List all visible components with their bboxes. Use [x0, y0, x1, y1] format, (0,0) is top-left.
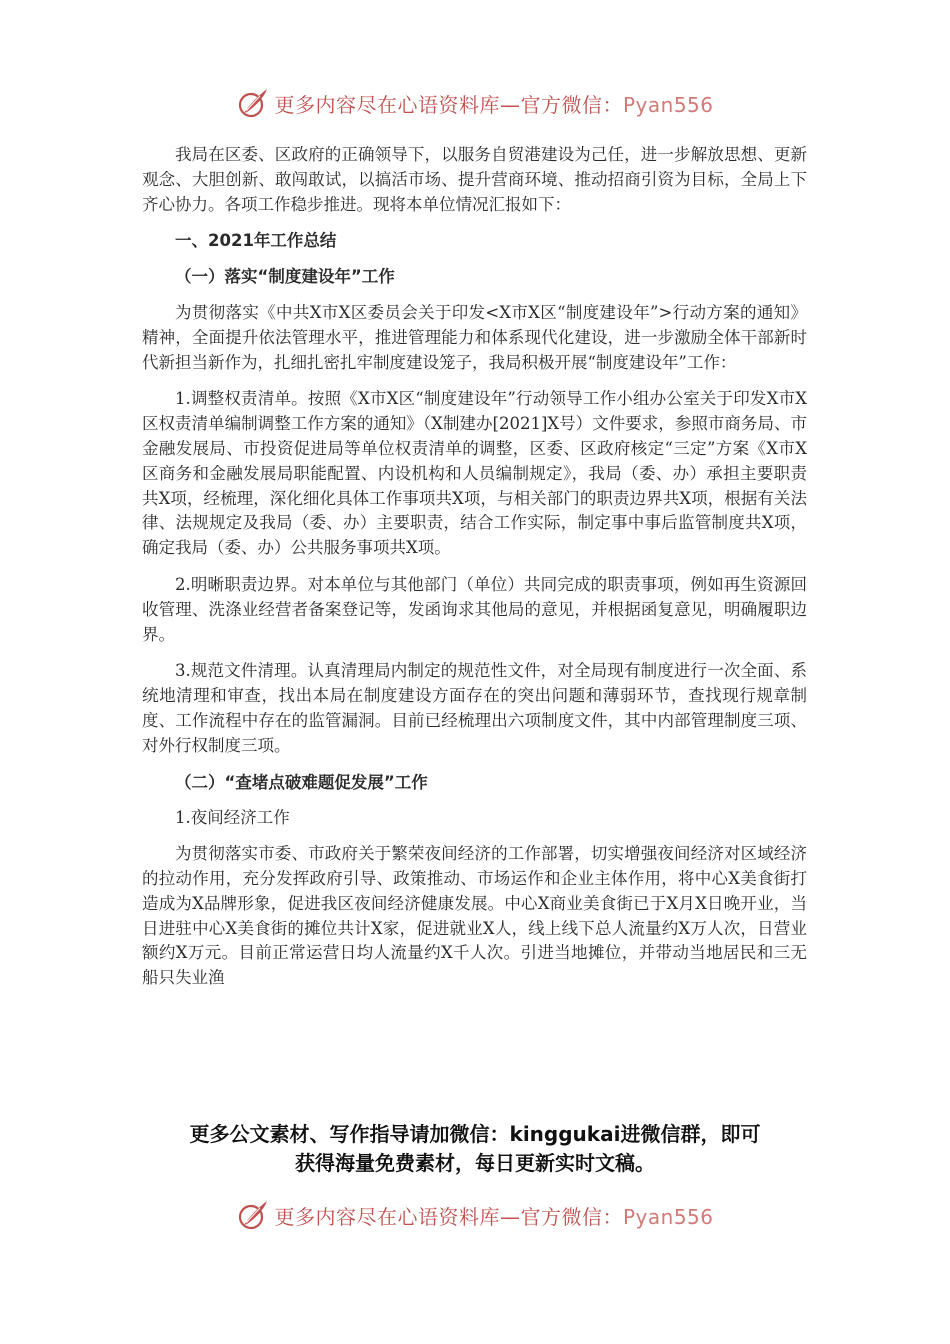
subsection-2-paragraph: 为贯彻落实市委、市政府关于繁荣夜间经济的工作部署，切实增强夜间经济对区域经济的拉动作用，充分发挥政府引导、政策推动、市场运作和企业主体作用，将中心X美食街打造成为X品牌形象，促进我区夜间经济健康发展。中心X商业美食街已于X月X日晚开业，当日进驻中心X美食街的摊位共计X家，促进就业X人，线上线下总人流量约X万人次，日营业额约X万元。目前正常运营日均人流量约X千人次。引进当地摊位，并带动当地居民和三无船只失业渔 [142, 844, 807, 988]
quill-logo-icon [236, 86, 270, 120]
list-item-2: 2.明晰职责边界。对本单位与其他部门（单位）共同完成的职责事项，例如再生资源回收管理、洗涤业经营者备案登记等，发函询求其他局的意见，并根据函复意见，明确履职边界。 [142, 574, 807, 644]
footer-banner [0, 1195, 950, 1235]
promo-notice [0, 1120, 950, 1178]
subsection-heading-1: （一）落实“制度建设年”工作 [175, 267, 395, 287]
footer-banner-handle: Pyan556 [622, 1204, 714, 1229]
subsection-2-item-1-title: 1.夜间经济工作 [175, 808, 290, 828]
header-banner [0, 83, 950, 123]
header-banner-text: 更多内容尽在心语资料库—官方微信：Pyan556 [274, 92, 714, 117]
list-item-3: 3.规范文件清理。认真清理局内制定的规范性文件，对全局现有制度进行一次全面、系统地清理和审查，找出本局在制度建设方面存在的突出问题和薄弱环节，查找现行规章制度、工作流程中存在的监管漏洞。目前已经梳理出六项制度文件，其中内部管理制度三项、对外行权制度三项。 [142, 661, 807, 755]
header-banner-handle: Pyan556 [622, 92, 714, 117]
subsection-1-paragraph: 为贯彻落实《中共X市X区委员会关于印发<X市X区“制度建设年”>行动方案的通知》精神，全面提升依法管理水平，推进管理能力和体系现代化建设，进一步激励全体干部新时代新担当新作为，扎细扎密扎牢制度建设笼子，我局积极开展“制度建设年”工作： [142, 302, 807, 372]
promo-line-1: 更多公文素材、写作指导请加微信：kinggukai进微信群，即可 [189, 1122, 761, 1146]
list-item-1: 1.调整权责清单。按照《X市X区“制度建设年”行动领导工作小组办公室关于印发X市X区权责清单编制调整工作方案的通知》（X制建办[2021]X号）文件要求，参照市商务局、市金融发展局、市投资促进局等单位权责清单的调整，区委、区政府核定“三定”方案《X市X区商务和金融发展局职能配置、内设机构和人员编制规定》，我局（委、办）承担主要职责共X项，经梳理，深化细化具体工作事项共X项，与相关部门的职责边界共X项，根据有关法律、法规规定及我局（委、办）主要职责，结合工作实际，制定事中事后监管制度共X项，确定我局（委、办）公共服务事项共X项。 [142, 389, 807, 558]
document-body [142, 143, 807, 1003]
promo-line-2: 获得海量免费素材，每日更新实时文稿。 [295, 1151, 655, 1175]
footer-banner-text: 更多内容尽在心语资料库—官方微信：Pyan556 [274, 1204, 714, 1229]
section-heading-2021-summary: 一、2021年工作总结 [175, 231, 337, 251]
subsection-heading-2: （二）“查堵点破难题促发展”工作 [175, 772, 428, 792]
quill-logo-icon [236, 1198, 270, 1232]
intro-paragraph: 我局在区委、区政府的正确领导下，以服务自贸港建设为己任，进一步解放思想、更新观念、大胆创新、敢闯敢试，以搞活市场、提升营商环境、推动招商引资为目标，全局上下齐心协力。各项工作稳步推进。现将本单位情况汇报如下： [142, 145, 807, 214]
